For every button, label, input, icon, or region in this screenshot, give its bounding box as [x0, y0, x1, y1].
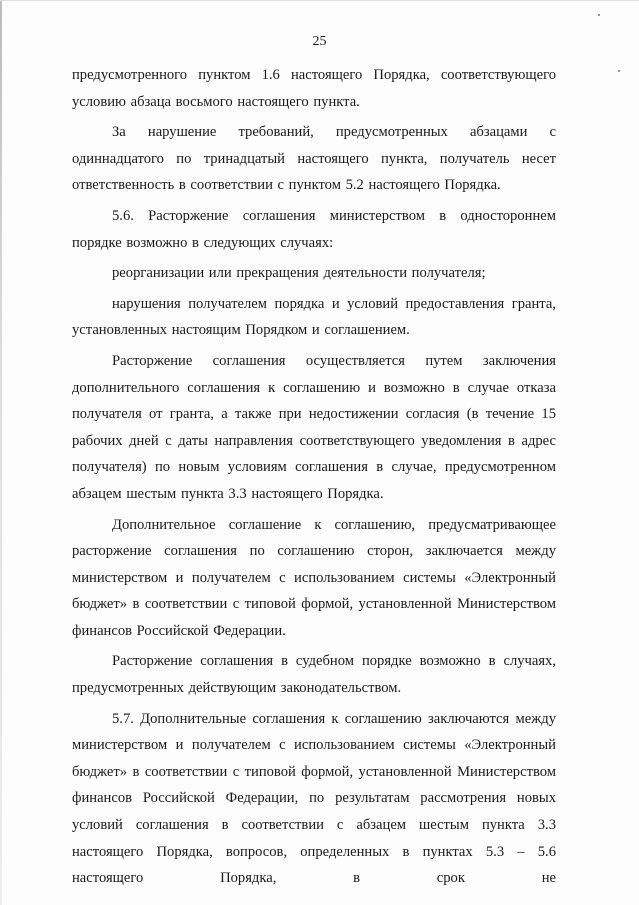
- scan-speck: [618, 70, 620, 72]
- scan-speck: [598, 14, 600, 16]
- document-body: [72, 62, 556, 892]
- scan-edge: [0, 0, 2, 905]
- paragraph-5-6: 5.6. Расторжение соглашения министерством в одностороннем порядке возможно в следующих случаях:: [72, 207, 556, 251]
- list-item: реорганизации или прекращения деятельности получателя;: [112, 265, 486, 282]
- scan-edge-top: [0, 0, 639, 1]
- paragraph: предусмотренного пунктом 1.6 настоящего Порядка, соответствующего условию абзаца восьмого настоящего пункта.: [72, 67, 556, 110]
- page-number: 25: [312, 34, 327, 49]
- list-item: нарушения получателем порядка и условий предоставления гранта, установленных настоящим Порядком и соглашением.: [72, 295, 556, 339]
- paragraph: Расторжение соглашения осуществляется путем заключения дополнительного соглашения к соглашению и возможно в случае отказа получателя от гранта, а также при недостижении согласия (в течение 15 рабочих дней с даты направления соответствующего уведомления в адрес получателя) по новым условиям соглашения в случае, предусмотренном абзацем шестым пункта 3.3 настоящего Порядка.: [72, 352, 556, 502]
- paragraph: Расторжение соглашения в судебном порядке возможно в случаях, предусмотренных действующим законодательством.: [72, 653, 556, 697]
- paragraph: За нарушение требований, предусмотренных абзацами с одиннадцатого по тринадцатый настоящего пункта, получатель несет ответственность в соответствии с пунктом 5.2 настоящего Порядка.: [72, 124, 556, 194]
- paragraph: Дополнительное соглашение к соглашению, предусматривающее расторжение соглашения по соглашению сторон, заключается между министерством и получателем с использованием системы «Электронный бюджет» в соответствии с типовой формой, установленной Министерством финансов Российской Федерации.: [72, 516, 556, 639]
- paragraph-5-7: 5.7. Дополнительные соглашения к соглашению заключаются между министерством и получателем с использованием системы «Электронный бюджет» в соответствии с типовой формой, установленной Министерством финансов Российской Федерации, по результатам рассмотрения новых условий соглашения в соответствии с абзацем шестым пункта 3.3 настоящего Порядка, вопросов, определенных в пунктах 5.3 – 5.6 настоящего Порядка, в срок не: [72, 710, 556, 887]
